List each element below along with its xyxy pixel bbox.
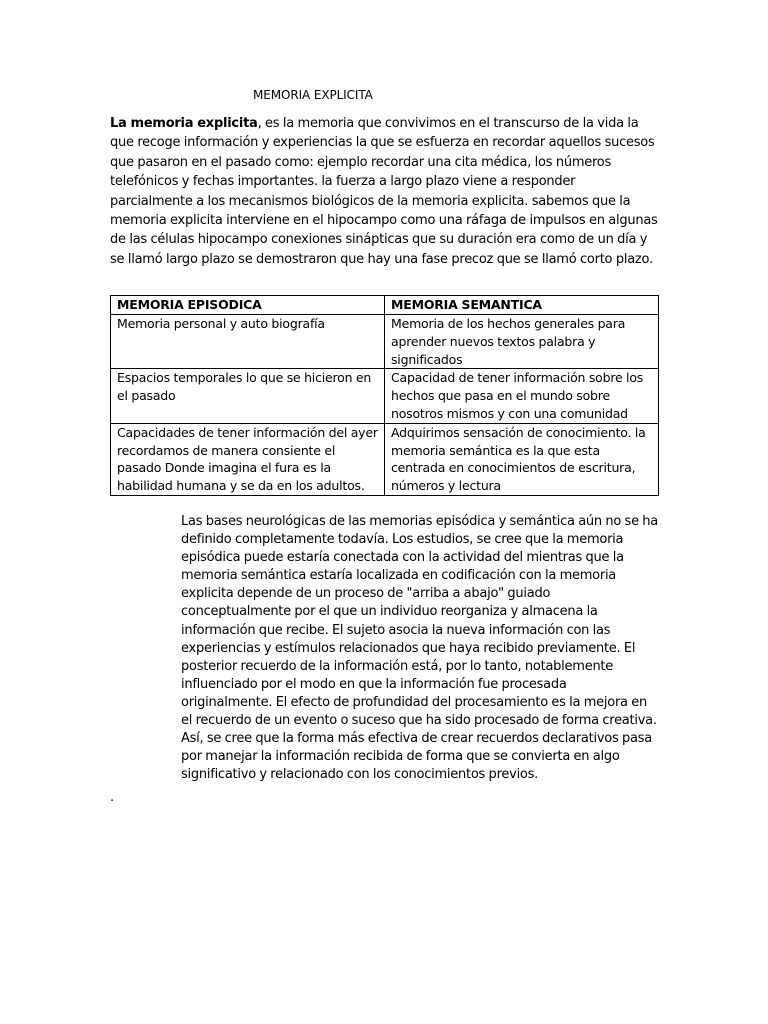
- header-semantic: MEMORIA SEMANTICA: [385, 296, 659, 315]
- table-cell: Espacios temporales lo que se hicieron en el pasado: [111, 369, 385, 423]
- table-cell: Memoria de los hechos generales para aprender nuevos textos palabra y significados: [385, 315, 659, 369]
- table-cell: Capacidades de tener información del ayer recordamos de manera consiente el pasado Donde imagina el fura es la habilidad humana y se da en los adultos.: [111, 423, 385, 495]
- memory-comparison-table: [110, 295, 659, 496]
- table-cell: Memoria personal y auto biografía: [111, 315, 385, 369]
- table-cell: Adquirimos sensación de conocimiento. la memoria semántica es la que esta centrada en conocimientos de escritura, números y lectura: [385, 423, 659, 495]
- trailing-mark: .: [110, 790, 115, 805]
- intro-text: , es la memoria que convivimos en el transcurso de la vida la que recoge información y experiencias la que se esfuerza en recordar aquellos sucesos que pasaron en el pasado como: ejemplo recordar una cita médica, los números telefónicos y fechas importantes. la fuerza a largo plazo viene a responder parcialmente a los mecanismos biológicos de la memoria explicita. sabemos que la memoria explicita interviene en el hipocampo como una ráfaga de impulsos en algunas de las células hipocampo conexiones sinápticas que su duración era como de un día y se llamó largo plazo se demostraron que hay una fase precoz que se llamó corto plazo.: [110, 116, 658, 267]
- table-row: [111, 423, 659, 495]
- table-header-row: [111, 296, 659, 315]
- table-row: [111, 315, 659, 369]
- table-row: [111, 369, 659, 423]
- table-cell: Capacidad de tener información sobre los hechos que pasa en el mundo sobre nosotros mismos y con una comunidad: [385, 369, 659, 423]
- intro-term: La memoria explicita: [110, 116, 258, 131]
- header-episodic: MEMORIA EPISODICA: [111, 296, 385, 315]
- intro-paragraph: [110, 114, 658, 269]
- page-title: MEMORIA EXPLICITA: [253, 88, 373, 102]
- body-paragraph: Las bases neurológicas de las memorias episódica y semántica aún no se ha definido completamente todavía. Los estudios, se cree que la memoria episódica puede estaría conectada con la actividad del mientras que la memoria semántica estaría localizada en codificación con la memoria explicita depende de un proceso de "arriba a abajo" guiado conceptualmente por el que un individuo reorganiza y almacena la información que recibe. El sujeto asocia la nueva información con las experiencias y estímulos relacionados que haya recibido previamente. El posterior recuerdo de la información está, por lo tanto, notablemente influenciado por el modo en que la información fue procesada originalmente. El efecto de profundidad del procesamiento es la mejora en el recuerdo de un evento o suceso que ha sido procesado de forma creativa. Así, se cree que la forma más efectiva de crear recuerdos declarativos pasa por manejar la información recibida de forma que se convierta en algo significativo y relacionado con los conocimientos previos.: [181, 514, 658, 783]
